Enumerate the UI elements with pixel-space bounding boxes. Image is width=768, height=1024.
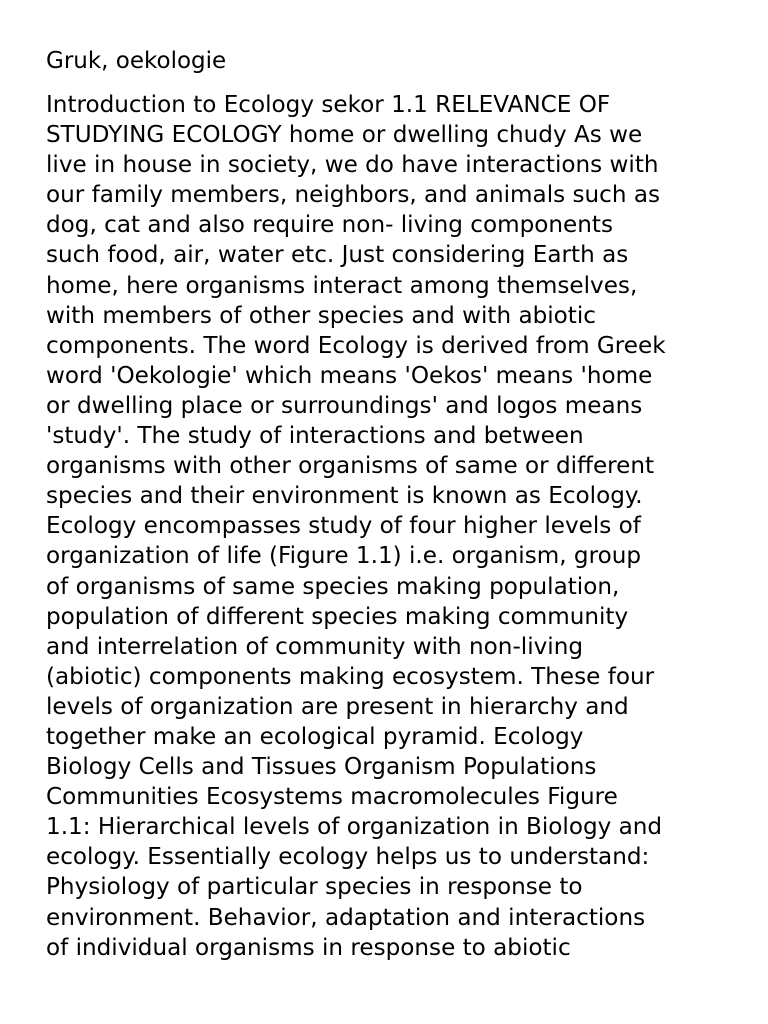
body-line: of organisms of same species making population,	[46, 573, 620, 600]
body-line: word 'Oekologie' which means 'Oekos' means 'home	[46, 362, 653, 389]
body-line: such food, air, water etc. Just considering Earth as	[46, 242, 629, 269]
document-body	[46, 90, 732, 963]
body-line: Introduction to Ecology sekor 1.1 RELEVANCE OF	[46, 92, 611, 118]
body-line: 'study'. The study of interactions and between	[46, 423, 584, 450]
body-line: population of different species making community	[46, 603, 629, 630]
body-line: with members of other species and with abiotic	[46, 302, 596, 329]
body-line: Biology Cells and Tissues Organism Populations	[46, 754, 597, 781]
body-line: species and their environment is known as Ecology.	[46, 483, 643, 510]
body-line: dog, cat and also require non- living components	[46, 212, 613, 239]
body-line: our family members, neighbors, and animals such as	[46, 182, 661, 209]
body-line: components. The word Ecology is derived from Greek	[46, 332, 666, 359]
body-line: and interrelation of community with non-living	[46, 633, 583, 660]
body-line: together make an ecological pyramid. Ecology	[46, 723, 584, 750]
document-title: Gruk, oekologie	[46, 48, 227, 74]
body-line: levels of organization are present in hierarchy and	[46, 693, 629, 720]
body-line: live in house in society, we do have interactions with	[46, 152, 659, 179]
body-line: Communities Ecosystems macromolecules Figure	[46, 784, 618, 811]
body-line: Ecology encompasses study of four higher levels of	[46, 513, 641, 540]
document-page	[46, 44, 732, 963]
body-line: of individual organisms in response to abiotic	[46, 934, 571, 961]
body-line: organisms with other organisms of same or different	[46, 453, 655, 480]
body-line: Physiology of particular species in response to	[46, 874, 583, 901]
body-line: STUDYING ECOLOGY home or dwelling chudy As we	[46, 122, 643, 149]
body-line: home, here organisms interact among themselves,	[46, 272, 638, 299]
body-line: or dwelling place or surroundings' and logos means	[46, 392, 643, 419]
body-line: ecology. Essentially ecology helps us to understand:	[46, 844, 650, 871]
body-line: 1.1: Hierarchical levels of organization in Biology and	[46, 814, 663, 841]
body-line: environment. Behavior, adaptation and interactions	[46, 904, 646, 931]
body-line: organization of life (Figure 1.1) i.e. organism, group	[46, 543, 641, 570]
body-line: (abiotic) components making ecosystem. These four	[46, 663, 655, 690]
